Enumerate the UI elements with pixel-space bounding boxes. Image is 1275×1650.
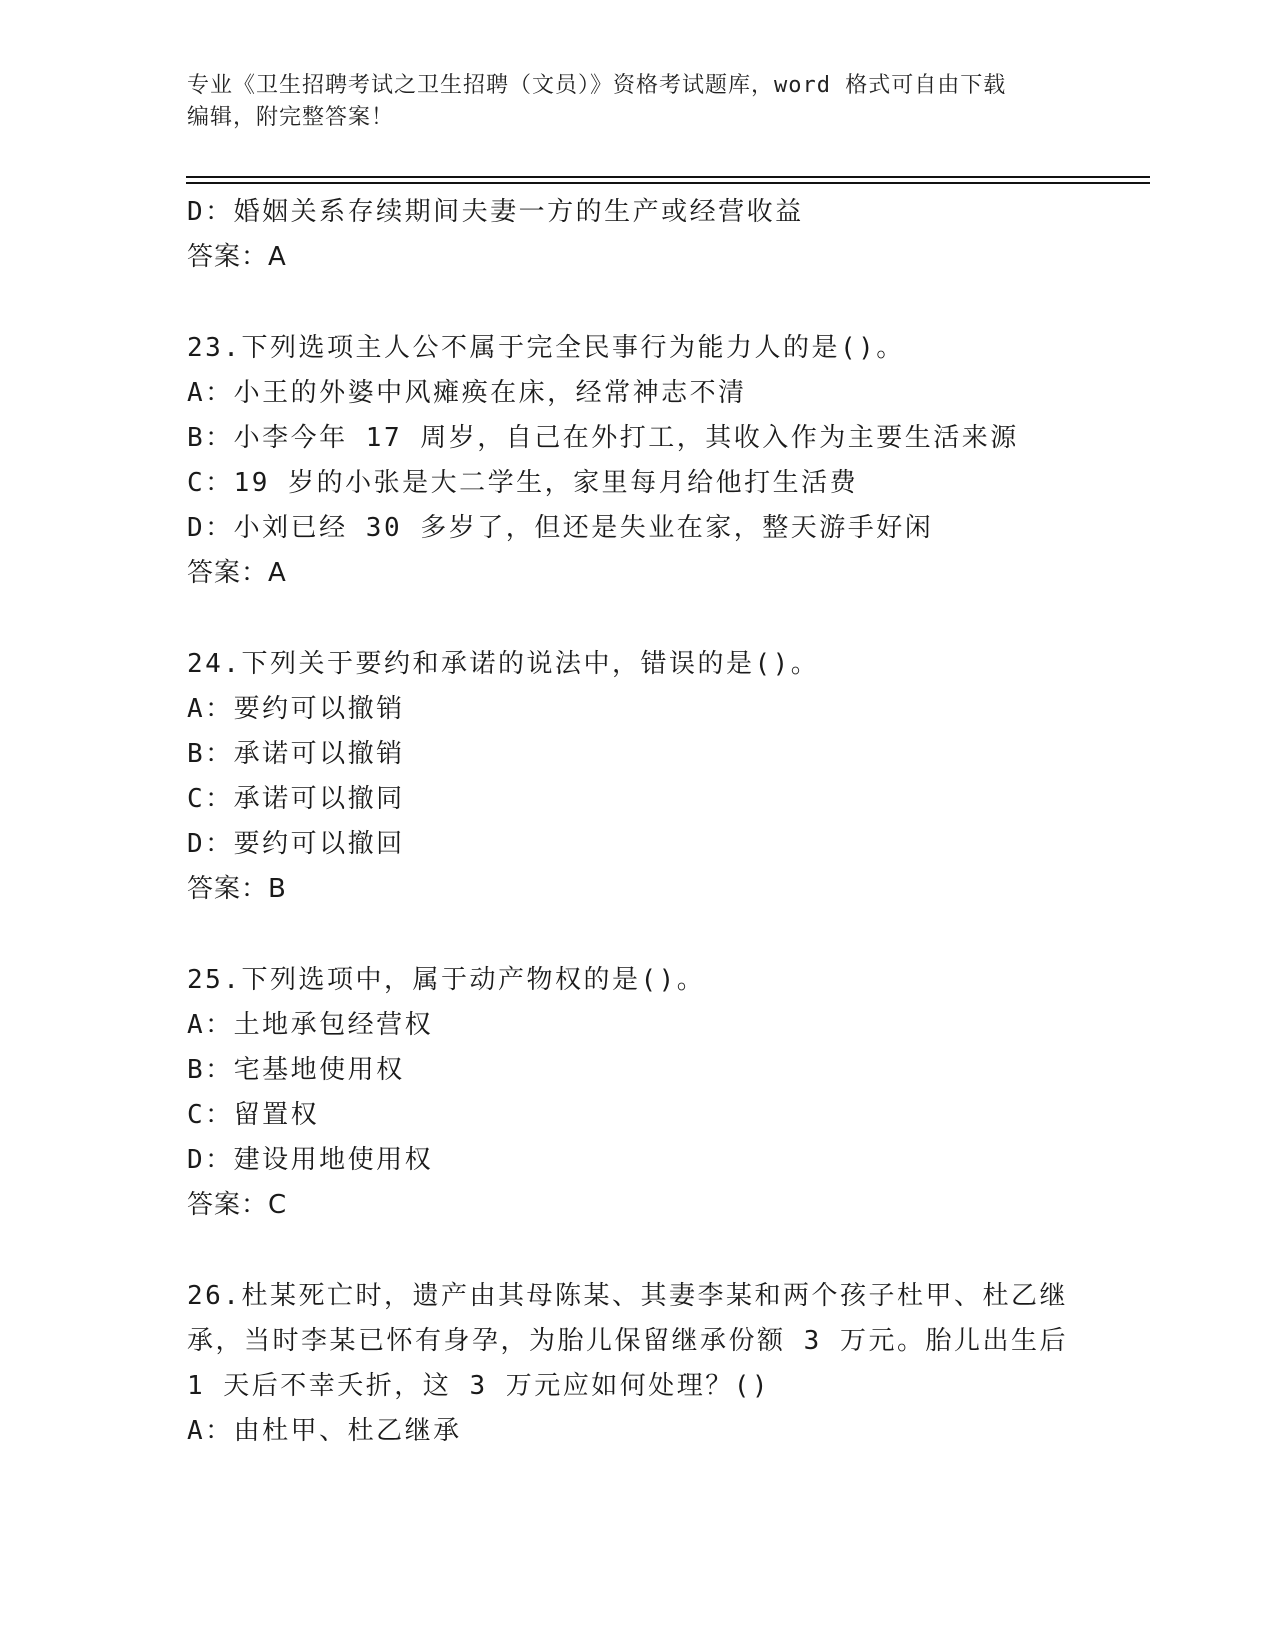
option-d: D：小刘已经 30 多岁了，但还是失业在家，整天游手好闲 [187, 513, 934, 543]
answer-line: 答案：C [187, 1190, 288, 1220]
question-stem-line-3: 1 天后不幸夭折，这 3 万元应如何处理？() [187, 1371, 771, 1401]
document-header [187, 70, 1087, 134]
option-d: D：婚姻关系存续期间夫妻一方的生产或经营收益 [187, 197, 804, 227]
option-a: A：土地承包经营权 [187, 1010, 434, 1040]
question-stem: 23.下列选项主人公不属于完全民事行为能力人的是()。 [187, 333, 905, 363]
header-divider-top [186, 176, 1150, 178]
answer-line: 答案：B [187, 874, 287, 904]
option-b: B：小李今年 17 周岁，自己在外打工，其收入作为主要生活来源 [187, 423, 1019, 453]
question-stem-line-2: 承，当时李某已怀有身孕，为胎儿保留继承份额 3 万元。胎儿出生后 [187, 1326, 1068, 1356]
option-c: C：承诺可以撤同 [187, 784, 405, 814]
question-stem: 25.下列选项中，属于动产物权的是()。 [187, 965, 706, 995]
option-a: A：要约可以撤销 [187, 694, 405, 724]
question-block-23 [187, 326, 1087, 596]
question-stem: 24.下列关于要约和承诺的说法中，错误的是()。 [187, 649, 820, 679]
header-line-2: 编辑，附完整答案！ [187, 105, 395, 130]
option-a: A：由杜甲、杜乙继承 [187, 1416, 462, 1446]
answer-line: 答案：A [187, 558, 287, 588]
option-d: D：建设用地使用权 [187, 1145, 434, 1175]
option-c: C：19 岁的小张是大二学生，家里每月给他打生活费 [187, 468, 859, 498]
question-block-26 [187, 1274, 1087, 1454]
question-block-22 [187, 190, 1087, 280]
header-line-1: 专业《卫生招聘考试之卫生招聘（文员）》资格考试题库，word 格式可自由下载 [187, 73, 1007, 98]
question-block-24 [187, 642, 1087, 912]
option-d: D：要约可以撤回 [187, 829, 405, 859]
answer-line: 答案：A [187, 242, 287, 272]
question-stem-line-1: 26.杜某死亡时，遗产由其母陈某、其妻李某和两个孩子杜甲、杜乙继 [187, 1281, 1068, 1311]
option-b: B：宅基地使用权 [187, 1055, 405, 1085]
option-a: A：小王的外婆中风瘫痪在床，经常神志不清 [187, 378, 747, 408]
question-list [187, 190, 1087, 1454]
option-b: B：承诺可以撤销 [187, 739, 405, 769]
header-divider-bottom [186, 182, 1150, 184]
option-c: C：留置权 [187, 1100, 320, 1130]
question-block-25 [187, 958, 1087, 1228]
